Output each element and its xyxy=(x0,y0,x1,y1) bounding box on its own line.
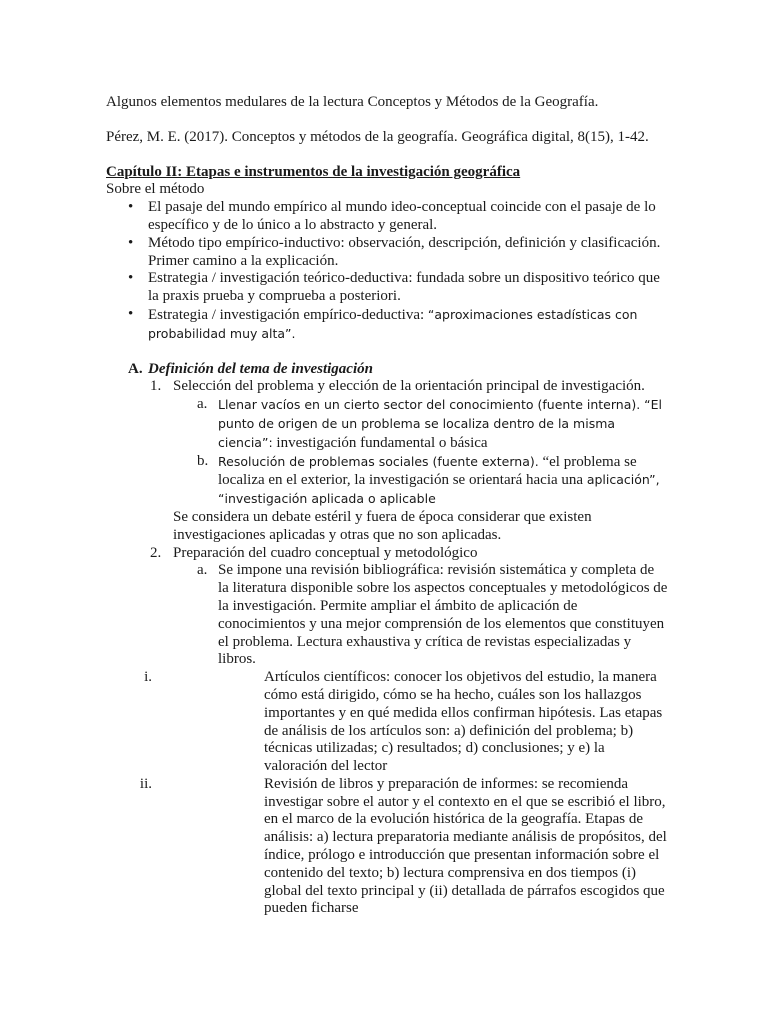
bullet-item-2: • Método tipo empírico-inductivo: observación, descripción, definición y clasificación. Primer camino a la explicación. xyxy=(128,234,661,269)
item-2-a-i: i. Artículos científicos: conocer los objetivos del estudio, la manera cómo está dirigido, cómo se ha hecho, cuáles son los hallazgos importantes y en qué medida ellos confirman hipótesis. Las etapas de análisis de los artículos son: a) definición del problema; b) técnicas utilizadas; c) resultados; d) conclusiones; y e) la valoración del lector xyxy=(144,669,663,775)
bullet-item-1: • El pasaje del mundo empírico al mundo ideo-conceptual coincide con el pasaje de lo específico y de lo único a lo abstracto y general. xyxy=(128,199,656,233)
bullet-item-4: • Estrategia / investigación empírico-deductiva: “aproximaciones estadísticas con probabilidad muy alta”. xyxy=(128,305,638,341)
document-title: Algunos elementos medulares de la lectura Conceptos y Métodos de la Geografía. xyxy=(106,94,599,110)
chapter-heading: Capítulo II: Etapas e instrumentos de la investigación geográfica xyxy=(106,163,521,180)
method-heading: Sobre el método xyxy=(106,181,205,198)
bullet-dot-icon: • xyxy=(128,305,134,322)
item-2-a: a. Se impone una revisión bibliográfica: revisión sistemática y completa de la literatura disponible sobre los aspectos conceptuales y metodológicos de la investigación. Permite ampliar el ámbito de aplicación de conocimientos y una mejor comprensión de los elementos que constituyen el problema. Lectura exhaustiva y crítica de revistas especializadas y libros. xyxy=(197,562,668,668)
item-1: 1. Selección del problema y elección de la orientación principal de investigación. xyxy=(150,378,645,395)
item-1-note: Se considera un debate estéril y fuera de época considerar que existen investigaciones aplicadas y otras que no son aplicadas. xyxy=(173,508,592,543)
method-bullet-list xyxy=(106,199,668,343)
item-2: 2. Preparación del cuadro conceptual y metodológico xyxy=(150,544,478,561)
bibliographic-reference: Pérez, M. E. (2017). Conceptos y métodos de la geografía. Geográfica digital, 8(15), 1-42. xyxy=(106,128,649,145)
item-1-b: b. Resolución de problemas sociales (fuente externa). “el problema se localiza en el exterior, la investigación se orientará hacia una aplicación”, “investigación aplicada o aplicable xyxy=(197,452,660,507)
section-a-heading: A. Definición del tema de investigación xyxy=(128,360,373,377)
item-2-a-ii: ii. Revisión de libros y preparación de informes: se recomienda investigar sobre el autor y el contexto en el que se escribió el libro, en el marco de la evolución histórica de la geografía. Etapas de análisis: a) lectura preparatoria mediante análisis de propósitos, del índice, prólogo e introducción que presentan información sobre el contenido del texto; b) lectura comprensiva en dos tiempos (i) global del texto principal y (ii) detallada de párrafos escogidos que pueden ficharse xyxy=(139,775,667,917)
item-1-a: a. Llenar vacíos en un cierto sector del conocimiento (fuente interna). “El punto de origen de un problema se localiza dentro de la misma ciencia”: investigación fundamental o básica xyxy=(197,396,663,451)
bullet-dot-icon: • xyxy=(128,234,134,251)
bullet-dot-icon: • xyxy=(128,270,134,287)
bullet-item-3: • Estrategia / investigación teórico-deductiva: fundada sobre un dispositivo teórico que la praxis prueba y comprueba a posteriori. xyxy=(128,270,660,305)
bullet-dot-icon: • xyxy=(128,199,134,216)
